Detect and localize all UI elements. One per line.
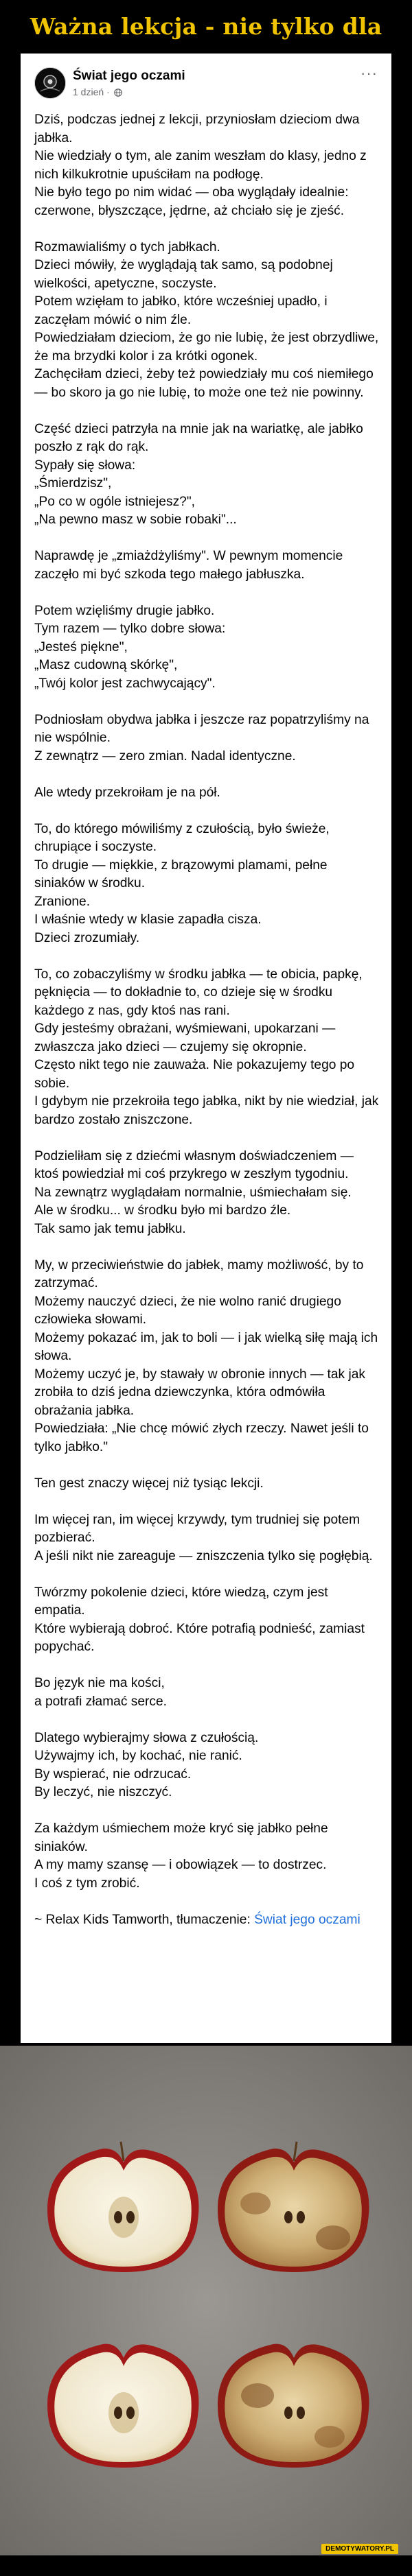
post-paragraph: Bo język nie ma kości, a potrafi złamać serce. <box>34 1676 168 1709</box>
post-body <box>34 111 379 1929</box>
post-paragraph: Im więcej ran, im więcej krzywdy, tym trudniej się potem pozbierać. A jeśli nikt nie zareaguje — zniszczenia tylko się pogłębią. <box>34 1512 373 1563</box>
page-title: Ważna lekcja - nie tylko dla <box>30 13 382 40</box>
post-paragraph: To, co zobaczyliśmy w środku jabłka — te obicia, papkę, pęknięcia — to dokładnie to, co dzieje się w środku każdego z nas, gdy ktoś nas rani. Gdy jesteśmy obrażani, wyśmiewani, upokarzani — zwłaszcza jako dzieci — czujemy się okropnie. Często nikt tego nie zauważa. Nie pokazujemy tego po sobie. I gdybym nie przekroiła tego jabłka, nikt by nie wiedział, jak bardzo zostało zniszczone. <box>34 967 379 1127</box>
post-credit <box>34 1911 379 1930</box>
post-paragraph: My, w przeciwieństwie do jabłek, mamy możliwość, by to zatrzymać. Możemy nauczyć dzieci, że nie wolno ranić drugiego człowieka słowami. Możemy pokazać im, jak to boli — i jak wielką siłę mają ich słowa. Możemy uczyć je, by stawały w obronie innych — tak jak zrobiła to dziś jedna dziewczynka, która odmówiła obrażania jabłka. Powiedziała: „Nie chcę mówić złych rzeczy. Nawet jeśli to tylko jabłko." <box>34 1257 378 1454</box>
author-name[interactable]: Świat jego oczami <box>73 69 185 83</box>
credit-text: ~ Relax Kids Tamworth, tłumaczenie: <box>34 1912 255 1927</box>
meta-separator: · <box>106 86 110 97</box>
site-watermark: DEMOTYWATORY.PL <box>321 2544 398 2554</box>
credit-link[interactable]: Świat jego oczami <box>254 1912 360 1927</box>
post-paragraph: Podniosłam obydwa jabłka i jeszcze raz popatrzyliśmy na nie wspólnie. Z zewnątrz — zero zmian. Nadal identyczne. <box>34 712 369 764</box>
post-paragraph: Twórzmy pokolenie dzieci, które wiedzą, czym jest empatia. Które wybierają dobroć. Które potrafią podnieść, zamiast popychać. <box>34 1585 365 1654</box>
post-paragraph: Dziś, podczas jednej z lekcji, przyniosłam dzieciom dwa jabłka. Nie wiedziały o tym, ale zanim weszłam do klasy, jedno z nich kilkukrotnie upuściłam na podłogę. Nie było tego po nim widać — oba wyglądały idealnie: czerwone, błyszczące, jędrne, aż chciało się je zjeść. <box>34 113 367 218</box>
post-paragraph: Rozmawialiśmy o tych jabłkach. Dzieci mówiły, że wyglądają tak samo, są podobnej wielkości, apetyczne, soczyste. Potem wzięłam to jabłko, które wcześniej upadło, i zaczęłam mówić o nim źle. Powiedziałam dzieciom, że go nie lubię, że jest obrzydliwe, że ma brzydki kolor i za krótki ogonek. Zachęciłam dzieci, żeby też powiedziały mu coś niemiłego — bo skoro ja go nie lubię, to może one też nie powinny. <box>34 239 379 400</box>
avatar-icon[interactable] <box>34 67 66 99</box>
post-paragraph: Potem wzięliśmy drugie jabłko. Tym razem — tylko dobre słowa: „Jesteś piękne", „Masz cudowną skórkę", „Twój kolor jest zachwycający". <box>34 603 226 691</box>
post-paragraph: Podzieliłam się z dziećmi własnym doświadczeniem — ktoś powiedział mi coś przykrego w zeszłym tygodniu. Na zewnątrz wyglądałam normalnie, uśmiechałam się. Ale w środku... w środku było mi bardzo źle. Tak samo jak temu jabłku. <box>34 1148 354 1236</box>
post-header <box>34 63 379 102</box>
post-paragraph: To, do którego mówiliśmy z czułością, było świeże, chrupiące i soczyste. To drugie — miękkie, z brązowymi plamami, pełne siniaków w środku. Zranione. I właśnie wtedy w klasie zapadła cisza. Dzieci zrozumiały. <box>34 821 330 945</box>
post-meta <box>73 86 122 99</box>
apple-halves-icon <box>0 2046 412 2555</box>
facebook-post <box>21 54 391 2043</box>
globe-icon <box>114 88 122 99</box>
post-paragraph: Ten gest znaczy więcej niż tysiąc lekcji. <box>34 1476 264 1491</box>
footer-bar <box>0 2555 412 2576</box>
post-paragraph: Za każdym uśmiechem może kryć się jabłko pełne siniaków. A my mamy szansę — i obowiązek — to dostrzec. I coś z tym zrobić. <box>34 1821 328 1891</box>
post-time[interactable]: 1 dzień <box>73 86 104 97</box>
post-paragraph: Dlatego wybierajmy słowa z czułością. Używajmy ich, by kochać, nie ranić. By wspierać, nie odrzucać. By leczyć, nie niszczyć. <box>34 1730 259 1799</box>
post-paragraph: Naprawdę je „zmiażdżyliśmy". W pewnym momencie zaczęło mi być szkoda tego małego jabłuszka. <box>34 549 343 582</box>
post-paragraph: Część dzieci patrzyła na mnie jak na wariatkę, ale jabłko poszło z rąk do rąk. Sypały się słowa: „Śmierdzisz", „Po co w ogóle istniejesz?", „Na pewno masz w sobie robaki"... <box>34 421 363 527</box>
post-paragraph: Ale wtedy przekroiłam je na pół. <box>34 785 220 800</box>
more-options-icon[interactable]: ··· <box>360 64 378 82</box>
